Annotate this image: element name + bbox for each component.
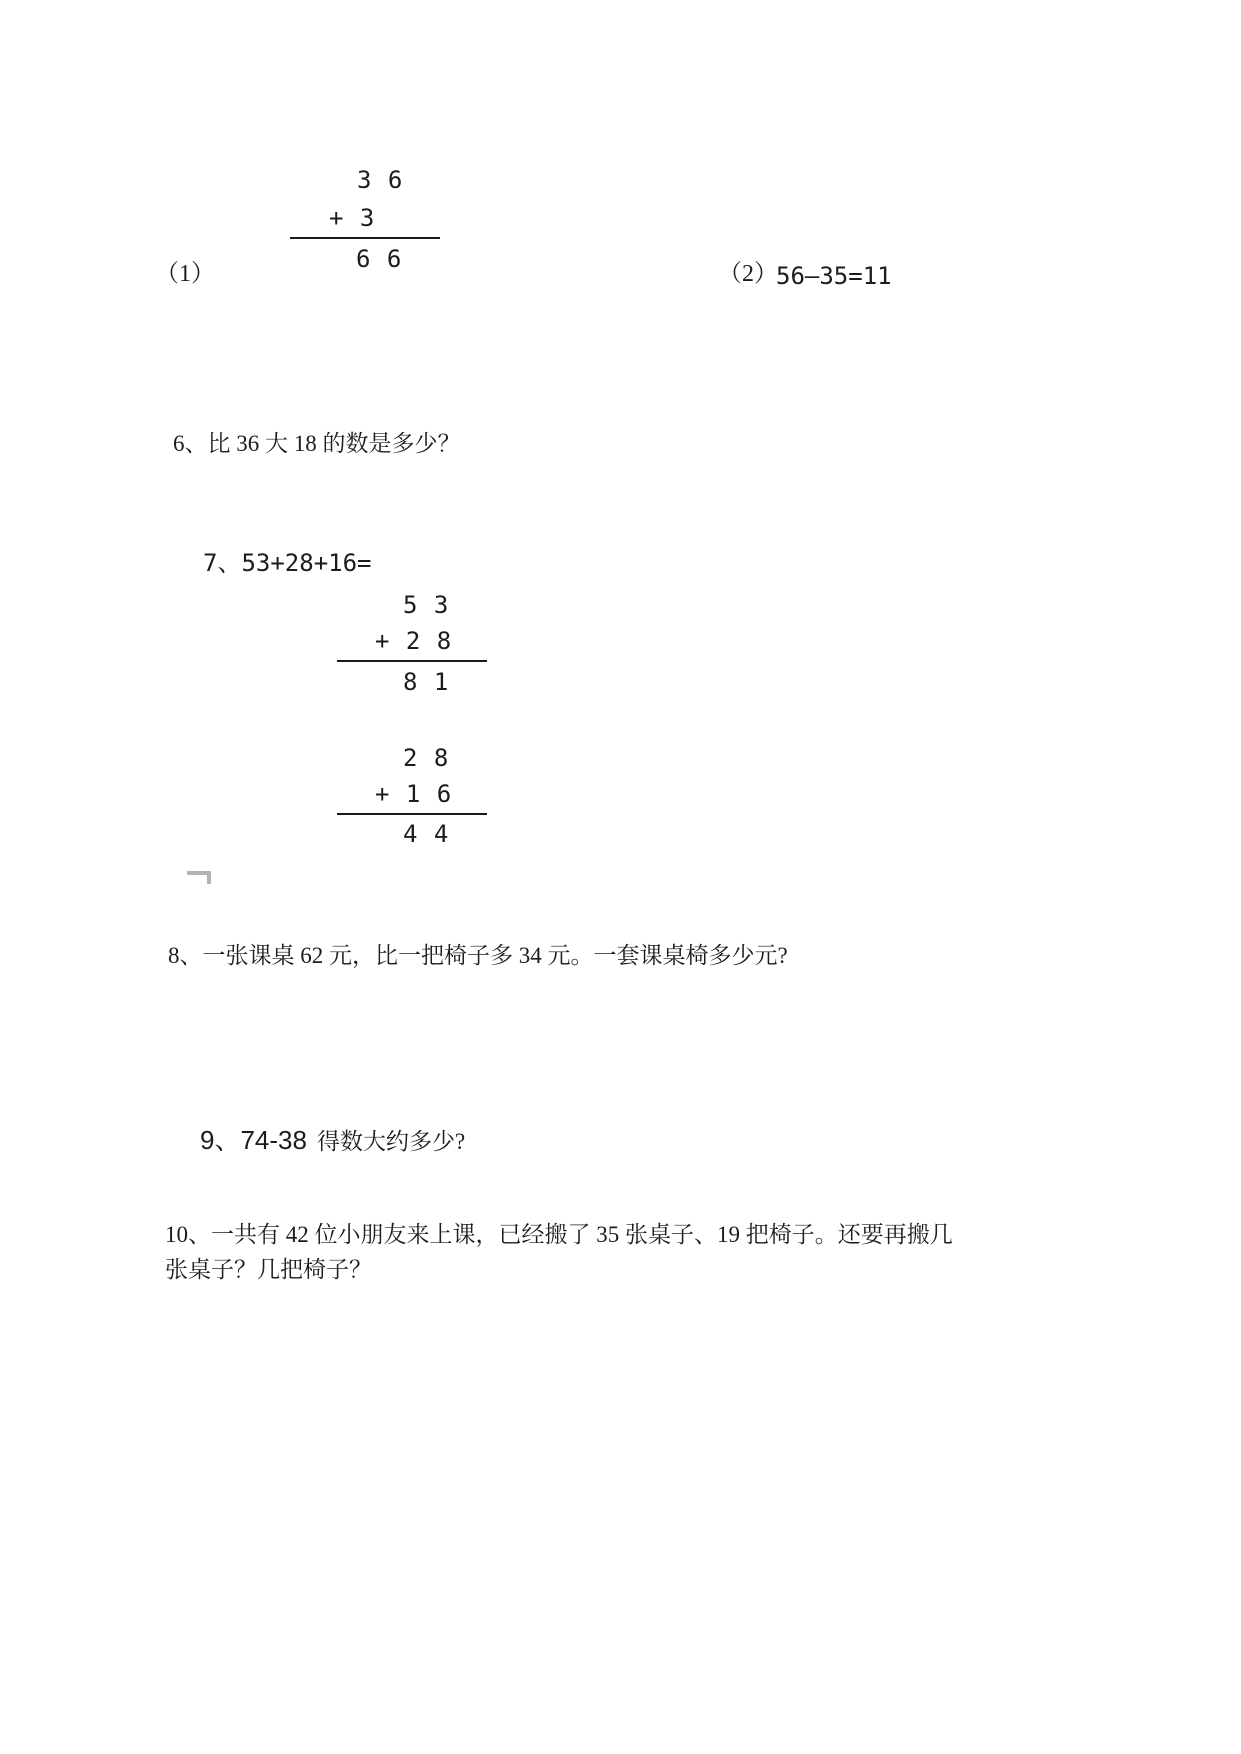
problem7-heading: 7、53+28+16= bbox=[203, 549, 372, 577]
p7a-sum-line bbox=[337, 660, 487, 662]
problem9-prefix: 9、74-38 bbox=[200, 1125, 307, 1155]
p5-item2-label: （2） bbox=[718, 261, 778, 287]
p5-work-operator-row: + 3 bbox=[329, 204, 376, 232]
p7a-operator-row: + 2 8 bbox=[375, 627, 453, 655]
p5-item1-label: （1） bbox=[155, 261, 215, 287]
problem9-line bbox=[177, 1088, 465, 1194]
problem9-text: 得数大约多少? bbox=[316, 1129, 466, 1154]
corner-artifact-mark bbox=[187, 871, 211, 884]
problem8-text: 8、一张课桌 62 元，比一把椅子多 34 元。一套课桌椅多少元? bbox=[168, 943, 788, 968]
p5-work-result: 6 6 bbox=[356, 245, 403, 273]
p7a-result: 8 1 bbox=[403, 668, 450, 696]
p5-item2-equation: 56—35=11 bbox=[776, 262, 892, 290]
problem10-line1: 10、一共有 42 位小朋友来上课，已经搬了 35 张桌子、19 把椅子。还要再搬几 bbox=[165, 1222, 953, 1247]
p7b-operator-row: + 1 6 bbox=[375, 780, 453, 808]
p5-work-sum-line bbox=[290, 237, 440, 239]
p7b-sum-line bbox=[337, 813, 487, 815]
p7a-addend-top: 5 3 bbox=[403, 591, 450, 619]
problem6-text: 6、比 36 大 18 的数是多少？ bbox=[173, 431, 461, 456]
p7b-result: 4 4 bbox=[403, 820, 450, 848]
p7b-addend-top: 2 8 bbox=[403, 744, 450, 772]
problem10-line2: 张桌子？几把椅子？ bbox=[165, 1257, 372, 1282]
p5-work-addend-top: 3 6 bbox=[357, 166, 404, 194]
